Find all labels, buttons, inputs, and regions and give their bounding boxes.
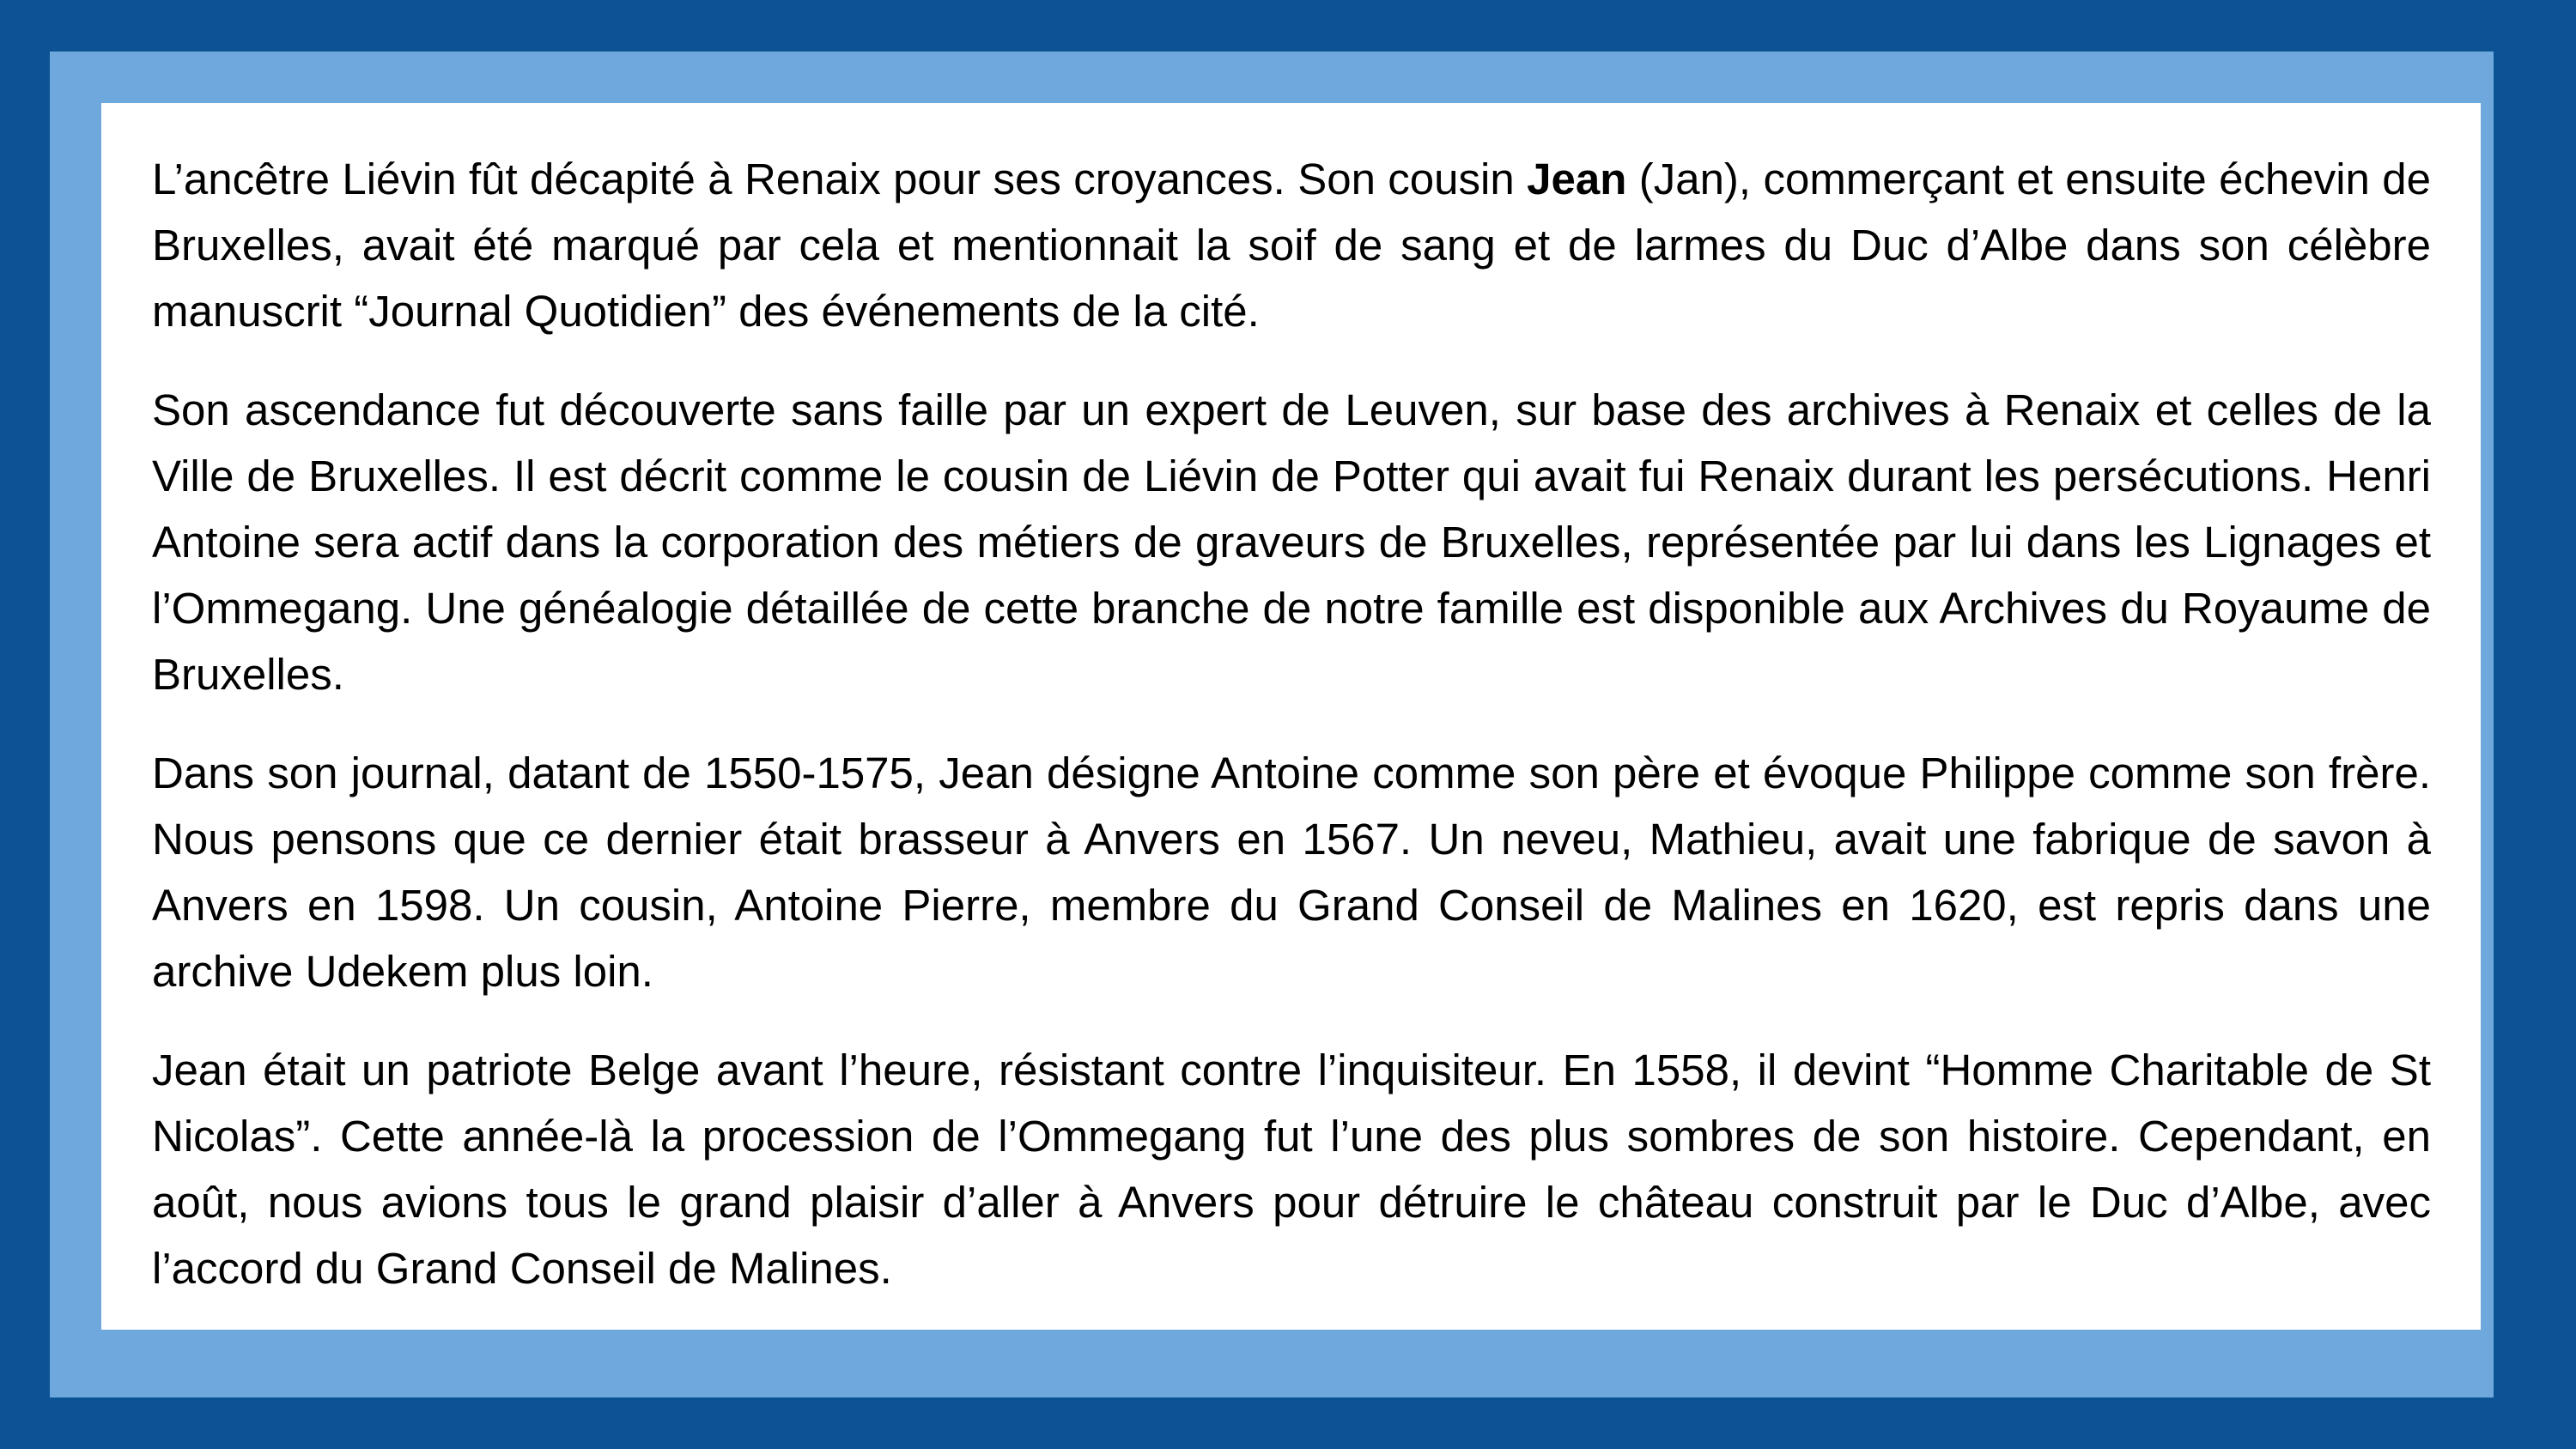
paragraph-1 — [152, 146, 2431, 344]
paragraph-1-text-before: L’ancêtre Liévin fût décapité à Renaix pour ses croyances. Son cousin — [152, 155, 1528, 203]
text-panel — [101, 103, 2481, 1330]
paragraph-3: Dans son journal, datant de 1550-1575, Jean désigne Antoine comme son père et évoque Philippe comme son frère. Nous pensons que ce dernier était brasseur à Anvers en 1567. Un neveu, Mathieu, avait une fabrique de savon à Anvers en 1598. Un cousin, Antoine Pierre, membre du Grand Conseil de Malines en 1620, est repris dans une archive Udekem plus loin. — [152, 749, 2431, 996]
paragraph-4: Jean était un patriote Belge avant l’heure, résistant contre l’inquisiteur. En 1558, il devint “Homme Charitable de St Nicolas”. Cette année-là la procession de l’Ommegang fut l’une des plus sombres de son histoire. Cependant, en août, nous avions tous le grand plaisir d’aller à Anvers pour détruire le château construit par le Duc d’Albe, avec l’accord du Grand Conseil de Malines. — [152, 1046, 2431, 1293]
paragraph-1-text-after: (Jan), commerçant et ensuite échevin de Bruxelles, avait été marqué par cela et mentionnait la soif de sang et de larmes du Duc d’Albe dans son célèbre manuscrit “Journal Quotidien” des événements de la cité. — [152, 155, 2431, 336]
paragraph-1-bold-name: Jean — [1527, 155, 1627, 203]
paragraph-2: Son ascendance fut découverte sans faille par un expert de Leuven, sur base des archives à Renaix et celles de la Ville de Bruxelles. Il est décrit comme le cousin de Liévin de Potter qui avait fui Renaix durant les persécutions. Henri Antoine sera actif dans la corporation des métiers de graveurs de Bruxelles, représentée par lui dans les Lignages et l’Ommegang. Une généalogie détaillée de cette branche de notre famille est disponible aux Archives du Royaume de Bruxelles. — [152, 385, 2431, 699]
